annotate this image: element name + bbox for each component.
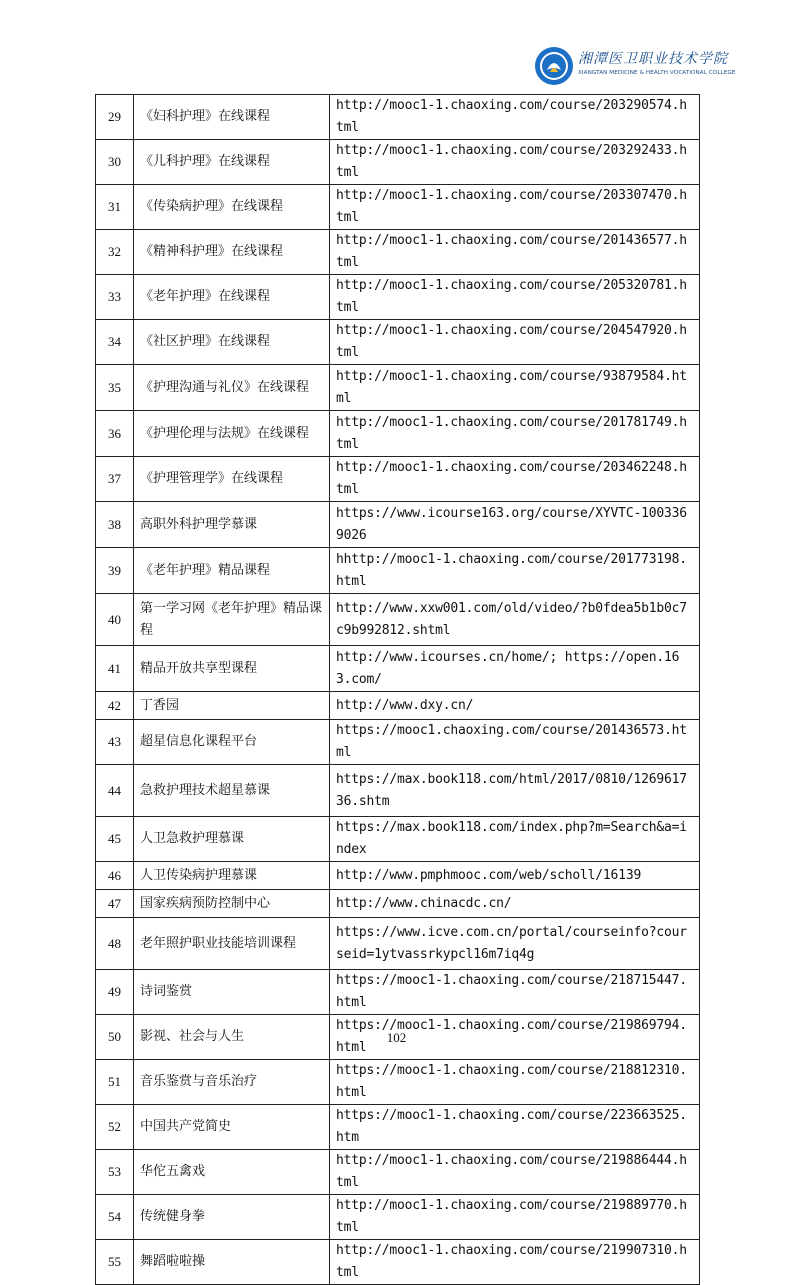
course-url-link[interactable]: https://max.book118.com/index.php?m=Search&a=index bbox=[330, 817, 700, 862]
table-row bbox=[96, 862, 700, 890]
row-number: 46 bbox=[96, 862, 134, 890]
course-url-link[interactable]: https://mooc1-1.chaoxing.com/course/218812310.html bbox=[330, 1060, 700, 1105]
course-url-link[interactable]: https://mooc1-1.chaoxing.com/course/219869794.html bbox=[330, 1015, 700, 1060]
course-name: 舞蹈啦啦操 bbox=[134, 1240, 330, 1285]
row-number: 44 bbox=[96, 765, 134, 817]
row-number: 53 bbox=[96, 1150, 134, 1195]
table-row bbox=[96, 457, 700, 502]
row-number: 55 bbox=[96, 1240, 134, 1285]
row-number: 33 bbox=[96, 275, 134, 320]
course-url-link[interactable]: https://mooc1-1.chaoxing.com/course/223663525.htm bbox=[330, 1105, 700, 1150]
row-number: 50 bbox=[96, 1015, 134, 1060]
table-row bbox=[96, 1195, 700, 1240]
course-url-link[interactable]: http://www.pmphmooc.com/web/scholl/16139 bbox=[330, 862, 700, 890]
row-number: 42 bbox=[96, 692, 134, 720]
course-name: 《社区护理》在线课程 bbox=[134, 320, 330, 365]
table-row bbox=[96, 185, 700, 230]
course-name: 《儿科护理》在线课程 bbox=[134, 140, 330, 185]
course-name: 丁香园 bbox=[134, 692, 330, 720]
course-url-link[interactable]: http://mooc1-1.chaoxing.com/course/201436577.html bbox=[330, 230, 700, 275]
course-name: 精品开放共享型课程 bbox=[134, 646, 330, 692]
course-name: 中国共产党简史 bbox=[134, 1105, 330, 1150]
row-number: 41 bbox=[96, 646, 134, 692]
course-name: 《老年护理》精品课程 bbox=[134, 548, 330, 594]
course-url-link[interactable]: http://mooc1-1.chaoxing.com/course/201781749.html bbox=[330, 411, 700, 457]
row-number: 30 bbox=[96, 140, 134, 185]
row-number: 37 bbox=[96, 457, 134, 502]
course-url-link[interactable]: http://mooc1-1.chaoxing.com/course/203290574.html bbox=[330, 95, 700, 140]
course-url-link[interactable]: https://mooc1-1.chaoxing.com/course/218715447.html bbox=[330, 970, 700, 1015]
table-row bbox=[96, 646, 700, 692]
course-url-link[interactable]: http://mooc1-1.chaoxing.com/course/93879584.html bbox=[330, 365, 700, 411]
course-name: 《护理管理学》在线课程 bbox=[134, 457, 330, 502]
table-row bbox=[96, 95, 700, 140]
table-row bbox=[96, 548, 700, 594]
row-number: 48 bbox=[96, 918, 134, 970]
course-url-link[interactable]: http://mooc1-1.chaoxing.com/course/203292433.html bbox=[330, 140, 700, 185]
course-name: 影视、社会与人生 bbox=[134, 1015, 330, 1060]
course-url-link[interactable]: http://www.icourses.cn/home/; https://open.163.com/ bbox=[330, 646, 700, 692]
table-row bbox=[96, 970, 700, 1015]
table-row bbox=[96, 765, 700, 817]
table-row bbox=[96, 502, 700, 548]
course-name: 《护理伦理与法规》在线课程 bbox=[134, 411, 330, 457]
table-row bbox=[96, 230, 700, 275]
course-name: 老年照护职业技能培训课程 bbox=[134, 918, 330, 970]
table-row bbox=[96, 918, 700, 970]
row-number: 43 bbox=[96, 720, 134, 765]
course-name: 《精神科护理》在线课程 bbox=[134, 230, 330, 275]
course-url-link[interactable]: https://max.book118.com/html/2017/0810/126961736.shtm bbox=[330, 765, 700, 817]
resource-table-body bbox=[96, 95, 700, 1285]
course-name: 《妇科护理》在线课程 bbox=[134, 95, 330, 140]
course-url-link[interactable]: http://mooc1-1.chaoxing.com/course/219886444.html bbox=[330, 1150, 700, 1195]
course-name: 音乐鉴赏与音乐治疗 bbox=[134, 1060, 330, 1105]
course-url-link[interactable]: http://mooc1-1.chaoxing.com/course/219907310.html bbox=[330, 1240, 700, 1285]
course-url-link[interactable]: http://mooc1-1.chaoxing.com/course/219889770.html bbox=[330, 1195, 700, 1240]
table-row bbox=[96, 1060, 700, 1105]
row-number: 39 bbox=[96, 548, 134, 594]
table-row bbox=[96, 594, 700, 646]
row-number: 36 bbox=[96, 411, 134, 457]
course-url-link[interactable]: http://www.xxw001.com/old/video/?b0fdea5b1b0c7c9b992812.shtml bbox=[330, 594, 700, 646]
course-name: 传统健身拳 bbox=[134, 1195, 330, 1240]
row-number: 54 bbox=[96, 1195, 134, 1240]
course-url-link[interactable]: http://mooc1-1.chaoxing.com/course/204547920.html bbox=[330, 320, 700, 365]
course-name: 第一学习网《老年护理》精品课程 bbox=[134, 594, 330, 646]
course-url-link[interactable]: https://mooc1.chaoxing.com/course/201436573.html bbox=[330, 720, 700, 765]
table-row bbox=[96, 365, 700, 411]
course-url-link[interactable]: http://www.dxy.cn/ bbox=[330, 692, 700, 720]
course-name: 人卫传染病护理慕课 bbox=[134, 862, 330, 890]
course-name: 《老年护理》在线课程 bbox=[134, 275, 330, 320]
row-number: 45 bbox=[96, 817, 134, 862]
course-name: 高职外科护理学慕课 bbox=[134, 502, 330, 548]
row-number: 49 bbox=[96, 970, 134, 1015]
row-number: 29 bbox=[96, 95, 134, 140]
course-name: 《护理沟通与礼仪》在线课程 bbox=[134, 365, 330, 411]
row-number: 51 bbox=[96, 1060, 134, 1105]
table-row bbox=[96, 275, 700, 320]
course-name: 诗词鉴赏 bbox=[134, 970, 330, 1015]
row-number: 35 bbox=[96, 365, 134, 411]
row-number: 47 bbox=[96, 890, 134, 918]
course-url-link[interactable]: hhttp://mooc1-1.chaoxing.com/course/201773198.html bbox=[330, 548, 700, 594]
course-name: 急救护理技术超星慕课 bbox=[134, 765, 330, 817]
course-url-link[interactable]: https://www.icve.com.cn/portal/courseinfo?courseid=1ytvassrkypcl16m7iq4g bbox=[330, 918, 700, 970]
course-name: 华佗五禽戏 bbox=[134, 1150, 330, 1195]
course-url-link[interactable]: http://www.chinacdc.cn/ bbox=[330, 890, 700, 918]
course-name: 超星信息化课程平台 bbox=[134, 720, 330, 765]
page-number: 102 bbox=[386, 1030, 407, 1045]
table-row bbox=[96, 320, 700, 365]
table-row bbox=[96, 720, 700, 765]
school-name: 湘潭医卫职业技术学院 bbox=[578, 51, 728, 67]
course-url-link[interactable]: https://www.icourse163.org/course/XYVTC-1003369026 bbox=[330, 502, 700, 548]
row-number: 31 bbox=[96, 185, 134, 230]
school-logo bbox=[534, 46, 744, 86]
course-name: 国家疾病预防控制中心 bbox=[134, 890, 330, 918]
table-row bbox=[96, 692, 700, 720]
resource-table bbox=[95, 94, 700, 1285]
row-number: 40 bbox=[96, 594, 134, 646]
table-row bbox=[96, 817, 700, 862]
course-url-link[interactable]: http://mooc1-1.chaoxing.com/course/205320781.html bbox=[330, 275, 700, 320]
table-row bbox=[96, 140, 700, 185]
row-number: 52 bbox=[96, 1105, 134, 1150]
course-name: 人卫急救护理慕课 bbox=[134, 817, 330, 862]
course-name: 《传染病护理》在线课程 bbox=[134, 185, 330, 230]
school-seal-icon bbox=[534, 46, 574, 86]
course-url-link[interactable]: http://mooc1-1.chaoxing.com/course/203307470.html bbox=[330, 185, 700, 230]
table-row bbox=[96, 1150, 700, 1195]
table-row bbox=[96, 1105, 700, 1150]
row-number: 38 bbox=[96, 502, 134, 548]
school-name-en: XIANGTAN MEDICINE & HEALTH VOCATIONAL COLLEGE bbox=[578, 70, 736, 76]
table-row bbox=[96, 1240, 700, 1285]
table-row bbox=[96, 411, 700, 457]
course-url-link[interactable]: http://mooc1-1.chaoxing.com/course/203462248.html bbox=[330, 457, 700, 502]
table-row bbox=[96, 890, 700, 918]
row-number: 32 bbox=[96, 230, 134, 275]
row-number: 34 bbox=[96, 320, 134, 365]
